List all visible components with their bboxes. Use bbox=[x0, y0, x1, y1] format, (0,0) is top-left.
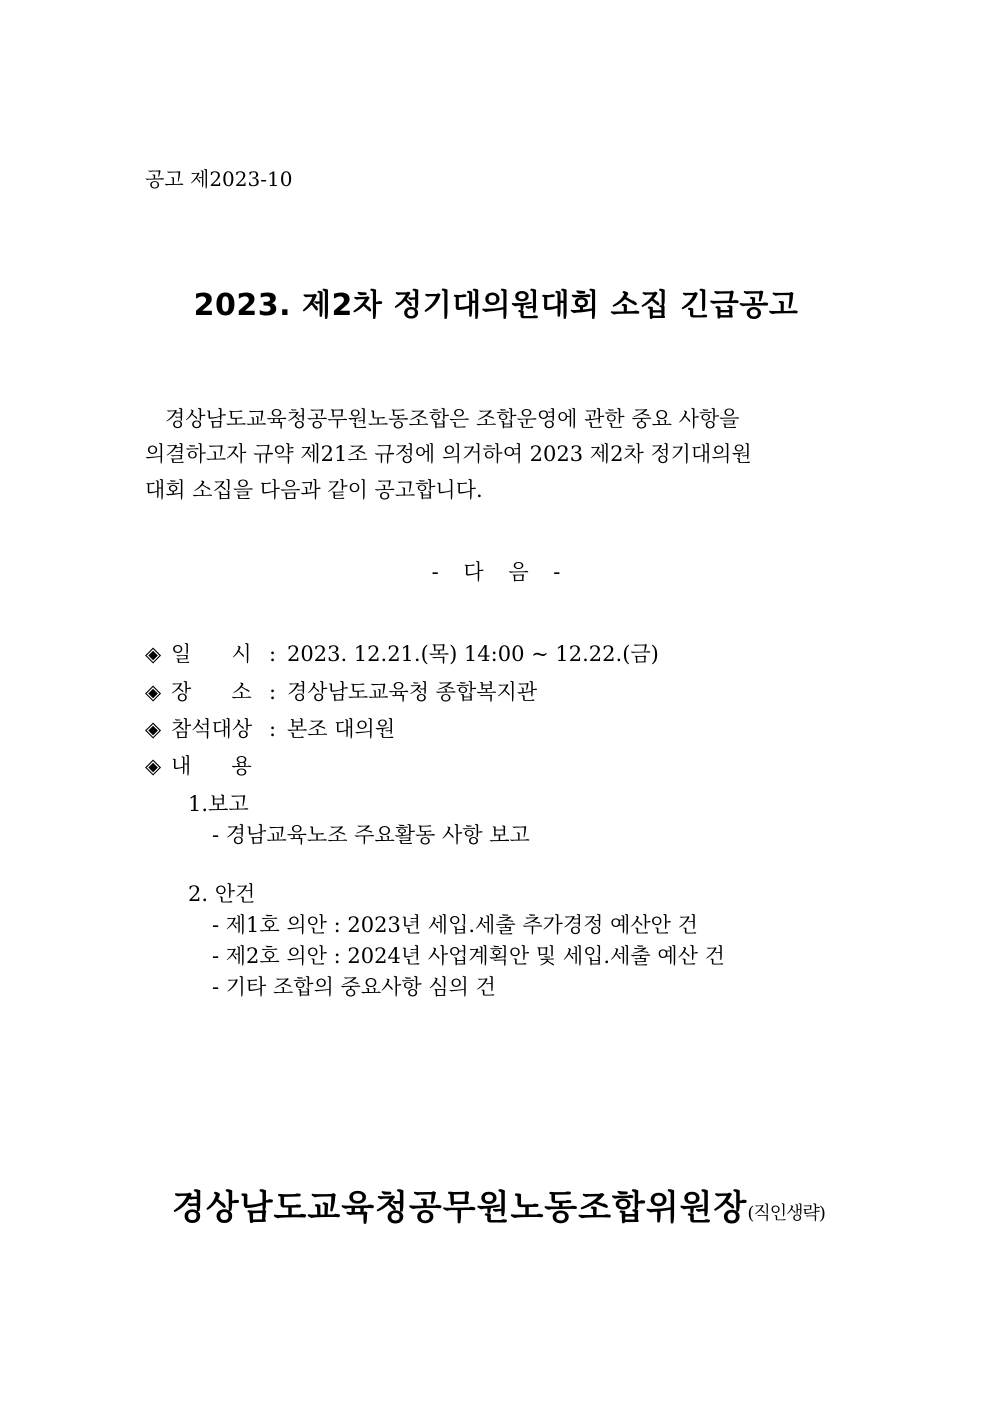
body-line-2: 의결하고자 규약 제21조 규정에 의거하여 2023 제2차 정기대의원 bbox=[145, 442, 752, 466]
signature bbox=[172, 1180, 825, 1229]
item-value: 2023. 12.21.(목) 14:00 ~ 12.22.(금) bbox=[287, 642, 659, 666]
agenda-item-1: - 제1호 의안 : 2023년 세입.세출 추가경정 예산안 건 bbox=[212, 913, 698, 937]
document-title: 2023. 제2차 정기대의원대회 소집 긴급공고 bbox=[193, 288, 799, 323]
diamond-bullet-icon: ◈ bbox=[145, 642, 162, 666]
item-datetime bbox=[145, 638, 659, 668]
item-separator: : bbox=[269, 717, 277, 741]
item-value: 본조 대의원 bbox=[287, 717, 396, 741]
diamond-bullet-icon: ◈ bbox=[145, 754, 162, 778]
agenda-heading: 2. 안건 bbox=[188, 882, 256, 906]
item-contents bbox=[145, 750, 269, 780]
item-label: 장 소 bbox=[171, 680, 252, 704]
signature-name: 경상남도교육청공무원노동조합위원장 bbox=[172, 1188, 748, 1228]
report-item: - 경남교육노조 주요활동 사항 보고 bbox=[212, 823, 530, 847]
seal-note: (직인생략) bbox=[747, 1203, 825, 1224]
diamond-bullet-icon: ◈ bbox=[145, 680, 162, 704]
item-separator: : bbox=[269, 642, 277, 666]
item-separator: : bbox=[269, 680, 277, 704]
agenda-item-2: - 제2호 의안 : 2024년 사업계획안 및 세입.세출 예산 건 bbox=[212, 944, 725, 968]
notice-number: 공고 제2023-10 bbox=[145, 167, 293, 191]
agenda-item-3: - 기타 조합의 중요사항 심의 건 bbox=[212, 975, 496, 999]
item-attendees bbox=[145, 713, 395, 743]
body-line-3: 대회 소집을 다음과 같이 공고합니다. bbox=[145, 478, 483, 502]
item-label: 일 시 bbox=[171, 642, 252, 666]
item-location bbox=[145, 676, 537, 706]
item-value: 경상남도교육청 종합복지관 bbox=[287, 680, 538, 704]
report-heading: 1.보고 bbox=[188, 792, 249, 816]
item-label: 내 용 bbox=[171, 754, 252, 778]
section-heading: - 다 음 - bbox=[431, 560, 561, 584]
item-label: 참석대상 bbox=[171, 717, 253, 741]
diamond-bullet-icon: ◈ bbox=[145, 717, 162, 741]
body-line-1: 경상남도교육청공무원노동조합은 조합운영에 관한 중요 사항을 bbox=[165, 407, 740, 431]
